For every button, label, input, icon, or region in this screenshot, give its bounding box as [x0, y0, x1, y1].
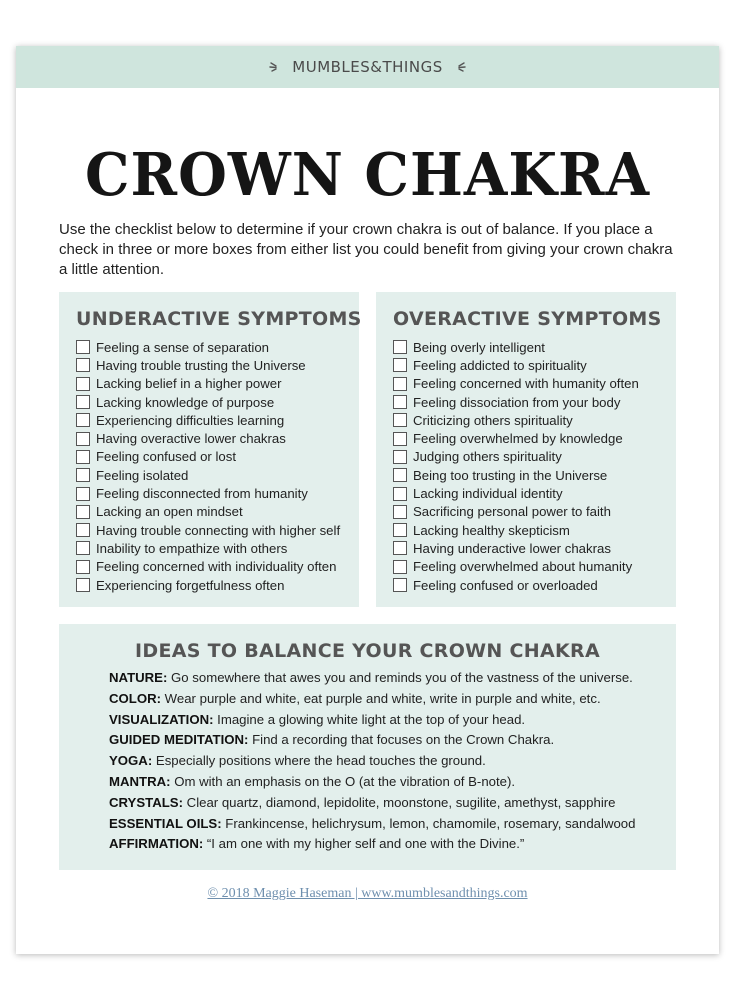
- symptom-label: Criticizing others spirituality: [413, 412, 573, 428]
- overactive-item: [393, 521, 639, 539]
- checkbox[interactable]: [393, 432, 407, 446]
- symptom-label: Feeling confused or lost: [96, 449, 237, 465]
- footer-credit[interactable]: [16, 886, 719, 902]
- underactive-item: [76, 429, 340, 447]
- overactive-item: [393, 356, 639, 374]
- underactive-item: [76, 539, 340, 557]
- underactive-item: [76, 448, 340, 466]
- idea-label: AFFIRMATION:: [109, 836, 204, 852]
- symptom-label: Being overly intelligent: [413, 339, 545, 355]
- page-title: CROWN CHAKRA: [84, 140, 651, 210]
- checkbox[interactable]: [76, 377, 90, 391]
- header-band: [16, 46, 719, 88]
- symptom-label: Experiencing forgetfulness often: [96, 577, 285, 593]
- footer-link[interactable]: © 2018 Maggie Haseman | www.mumblesandthings.com: [207, 886, 528, 901]
- checkbox[interactable]: [76, 505, 90, 519]
- intro-paragraph: Use the checklist below to determine if your crown chakra is out of balance. If you place a check in three or more boxes from either list you could benefit from giving your crown chakra a little attention.: [59, 221, 673, 278]
- idea-item: [109, 753, 635, 774]
- overactive-item: [393, 558, 639, 576]
- idea-text: Especially positions where the head touches the ground.: [152, 753, 486, 769]
- checkbox[interactable]: [393, 358, 407, 372]
- underactive-item: [76, 503, 340, 521]
- checkbox[interactable]: [393, 541, 407, 555]
- idea-item: [109, 774, 635, 795]
- symptom-label: Lacking individual identity: [413, 486, 563, 502]
- idea-text: “I am one with my higher self and one with the Divine.”: [203, 836, 525, 852]
- overactive-item: [393, 375, 639, 393]
- idea-label: MANTRA:: [109, 773, 171, 789]
- idea-label: VISUALIZATION:: [109, 711, 214, 727]
- ideas-panel: [59, 624, 676, 870]
- checkbox[interactable]: [76, 541, 90, 555]
- symptom-label: Feeling isolated: [96, 467, 189, 483]
- checkbox[interactable]: [76, 450, 90, 464]
- idea-item: [109, 795, 635, 816]
- symptom-label: Being too trusting in the Universe: [413, 467, 608, 483]
- underactive-item: [76, 466, 340, 484]
- idea-label: CRYSTALS:: [109, 794, 183, 810]
- symptom-label: Experiencing difficulties learning: [96, 412, 285, 428]
- symptom-label: Lacking belief in a higher power: [96, 376, 282, 392]
- overactive-list: [393, 338, 639, 594]
- checkbox[interactable]: [393, 340, 407, 354]
- checkbox[interactable]: [76, 560, 90, 574]
- overactive-item: [393, 411, 639, 429]
- underactive-item: [76, 411, 340, 429]
- overactive-item: [393, 576, 639, 594]
- idea-text: Om with an emphasis on the O (at the vibration of B-note).: [170, 773, 516, 789]
- checkbox[interactable]: [76, 468, 90, 482]
- idea-item: [109, 836, 635, 857]
- idea-text: Clear quartz, diamond, lepidolite, moonstone, sugilite, amethyst, sapphire: [183, 794, 616, 810]
- symptom-label: Feeling concerned with individuality often: [96, 559, 337, 575]
- symptom-label: Lacking an open mindset: [96, 504, 243, 520]
- symptom-label: Sacrificing personal power to faith: [413, 504, 611, 520]
- idea-label: ESSENTIAL OILS:: [109, 815, 222, 831]
- idea-text: Go somewhere that awes you and reminds you of the vastness of the universe.: [167, 670, 633, 685]
- checkbox[interactable]: [76, 413, 90, 427]
- symptom-label: Feeling overwhelmed about humanity: [413, 559, 633, 575]
- overactive-item: [393, 338, 639, 356]
- idea-label: GUIDED MEDITATION:: [109, 732, 249, 748]
- overactive-panel: [376, 292, 676, 607]
- checkbox[interactable]: [76, 487, 90, 501]
- checkbox[interactable]: [393, 523, 407, 537]
- symptom-label: Feeling a sense of separation: [96, 339, 270, 355]
- symptom-label: Inability to empathize with others: [96, 540, 288, 556]
- symptom-label: Feeling overwhelmed by knowledge: [413, 431, 623, 447]
- symptom-label: Lacking knowledge of purpose: [96, 394, 275, 410]
- checkbox[interactable]: [76, 432, 90, 446]
- idea-item: [109, 691, 635, 712]
- sparkle-right-icon: [451, 59, 467, 75]
- overactive-item: [393, 539, 639, 557]
- symptom-label: Feeling dissociation from your body: [413, 394, 621, 410]
- symptom-label: Having trouble connecting with higher self: [96, 522, 341, 538]
- brand-logo: MUMBLES&THINGS: [292, 58, 443, 76]
- checkbox[interactable]: [393, 468, 407, 482]
- idea-label: COLOR:: [109, 690, 162, 706]
- underactive-item: [76, 375, 340, 393]
- idea-text: Wear purple and white, eat purple and white, write in purple and white, etc.: [161, 690, 601, 706]
- underactive-list: [76, 338, 340, 594]
- ideas-list: [109, 670, 635, 857]
- idea-label: YOGA:: [109, 753, 153, 769]
- checkbox[interactable]: [393, 450, 407, 464]
- checkbox[interactable]: [76, 340, 90, 354]
- underactive-item: [76, 484, 340, 502]
- underactive-item: [76, 356, 340, 374]
- underactive-item: [76, 393, 340, 411]
- symptom-label: Judging others spirituality: [413, 449, 562, 465]
- overactive-heading: OVERACTIVE SYMPTOMS: [393, 308, 662, 330]
- underactive-panel: [59, 292, 362, 607]
- symptom-label: Having trouble trusting the Universe: [96, 357, 306, 373]
- idea-label: NATURE:: [109, 670, 168, 685]
- underactive-item: [76, 521, 340, 539]
- checkbox[interactable]: [76, 358, 90, 372]
- checkbox[interactable]: [393, 560, 407, 574]
- underactive-item: [76, 558, 340, 576]
- sparkle-left-icon: [268, 59, 284, 75]
- overactive-item: [393, 503, 639, 521]
- symptom-label: Having underactive lower chakras: [413, 540, 611, 556]
- idea-item: [109, 732, 635, 753]
- checkbox[interactable]: [393, 578, 407, 592]
- symptom-label: Having overactive lower chakras: [96, 431, 286, 447]
- symptom-label: Feeling addicted to spirituality: [413, 357, 587, 373]
- idea-text: Frankincense, helichrysum, lemon, chamomile, rosemary, sandalwood: [221, 815, 636, 831]
- overactive-item: [393, 393, 639, 411]
- checkbox[interactable]: [393, 413, 407, 427]
- checkbox[interactable]: [393, 505, 407, 519]
- checkbox[interactable]: [393, 395, 407, 409]
- checkbox[interactable]: [76, 523, 90, 537]
- checkbox[interactable]: [76, 395, 90, 409]
- checkbox[interactable]: [393, 377, 407, 391]
- checkbox[interactable]: [76, 578, 90, 592]
- symptom-label: Lacking healthy skepticism: [413, 522, 570, 538]
- idea-text: Find a recording that focuses on the Crown Chakra.: [248, 732, 555, 748]
- overactive-item: [393, 484, 639, 502]
- worksheet-page: [16, 46, 719, 954]
- symptom-label: Feeling concerned with humanity often: [413, 376, 639, 392]
- overactive-item: [393, 448, 639, 466]
- idea-text: Imagine a glowing white light at the top of your head.: [213, 711, 526, 727]
- symptom-label: Feeling disconnected from humanity: [96, 486, 308, 502]
- underactive-item: [76, 338, 340, 356]
- overactive-item: [393, 466, 639, 484]
- idea-item: [109, 670, 635, 691]
- symptom-label: Feeling confused or overloaded: [413, 577, 598, 593]
- overactive-item: [393, 429, 639, 447]
- underactive-item: [76, 576, 340, 594]
- idea-item: [109, 712, 635, 733]
- checkbox[interactable]: [393, 487, 407, 501]
- ideas-heading: IDEAS TO BALANCE YOUR CROWN CHAKRA: [135, 640, 600, 662]
- underactive-heading: UNDERACTIVE SYMPTOMS: [76, 308, 362, 330]
- idea-item: [109, 816, 635, 837]
